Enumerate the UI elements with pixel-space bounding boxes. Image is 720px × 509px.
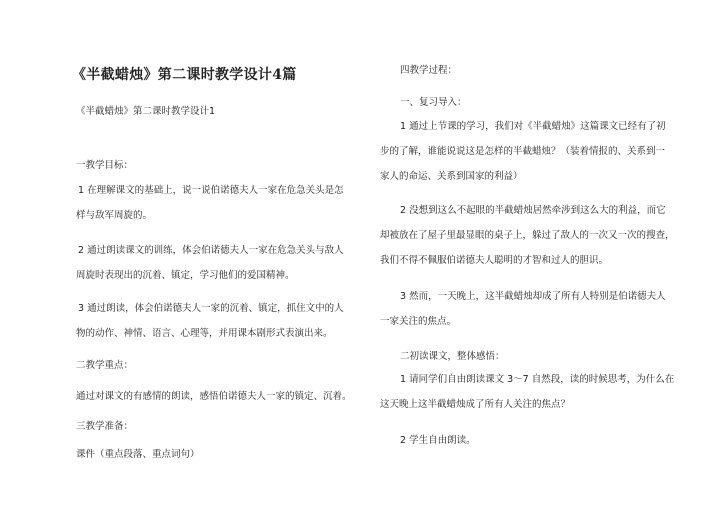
- goal-3-line-2: 物的动作、神情、语言、心理等，并用课本剧形式表演出来。: [76, 328, 333, 339]
- goal-2-line-2: 周旋时表现出的沉着、镇定，学习他们的爱国精神。: [76, 270, 295, 281]
- goal-paragraph-3: [76, 296, 348, 346]
- review-3-line-1: 3 然而，一天晚上，这半截蜡烛却成了所有人特别是伯诺德夫人: [400, 291, 666, 302]
- goal-3-line-1: 3 通过朗读，体会伯诺德夫人一家的沉着、镇定，抓住文中的人: [78, 303, 344, 314]
- goal-1-line-2: 样与敌军周旋的。: [76, 210, 153, 221]
- review-1-line-1: 1 通过上节课的学习，我们对《半截蜡烛》这篇课文已经有了初: [400, 121, 666, 132]
- read-1-line-2: 这天晚上这半截蜡烛成了所有人关注的焦点？: [380, 399, 571, 410]
- key-text: 通过对课文的有感情的朗读，感悟伯诺德夫人一家的镇定、沉着。: [76, 391, 352, 402]
- review-2-line-1: 2 没想到这么不起眼的半截蜡烛居然牵涉到这么大的利益，而它: [400, 205, 666, 216]
- goal-paragraph-2: [76, 238, 348, 288]
- review-1-line-2: 步的了解，谁能说说这是怎样的半截蜡烛？（装着情报的、关系到一: [380, 146, 666, 157]
- section-subtitle: 《半截蜡烛》第二课时教学设计1: [76, 106, 216, 117]
- review-paragraph-2: [380, 198, 676, 273]
- goal-paragraph-1: [76, 178, 348, 228]
- goal-heading: 一教学目标：: [76, 160, 134, 171]
- review-3-line-2: 一家关注的焦点。: [380, 316, 457, 327]
- read-paragraph-2: 2 学生自由朗读。: [400, 435, 476, 446]
- review-paragraph-3: [380, 284, 676, 334]
- process-heading: 四教学过程：: [400, 65, 458, 76]
- document-title: 《半截蜡烛》第二课时教学设计4篇: [72, 67, 297, 83]
- review-2-line-2: 却被放在了屋子里最显眼的桌子上，躲过了敌人的一次又一次的搜查，: [380, 230, 675, 241]
- read-paragraph-1: [380, 367, 676, 417]
- review-paragraph-1: [380, 114, 676, 189]
- prep-text: 课件（重点段落、重点词句）: [76, 449, 200, 460]
- read-heading: 二初读课文，整体感悟：: [400, 351, 505, 362]
- review-2-line-3: 我们不得不佩服伯诺德夫人聪明的才智和过人的胆识。: [380, 255, 609, 266]
- review-heading: 一、复习导入：: [400, 97, 467, 108]
- key-heading: 二教学重点：: [76, 360, 134, 371]
- prep-heading: 三教学准备：: [76, 421, 134, 432]
- goal-1-line-1: 1 在理解课文的基础上，说一说伯诺德夫人一家在危急关头是怎: [78, 185, 344, 196]
- review-1-line-3: 家人的命运、关系到国家的利益）: [380, 171, 523, 182]
- goal-2-line-1: 2 通过朗读课文的训练，体会伯诺德夫人一家在危急关头与敌人: [78, 245, 344, 256]
- read-1-line-1: 1 请同学们自由朗读课文 3～7 自然段，读的时候思考，为什么在: [400, 374, 675, 385]
